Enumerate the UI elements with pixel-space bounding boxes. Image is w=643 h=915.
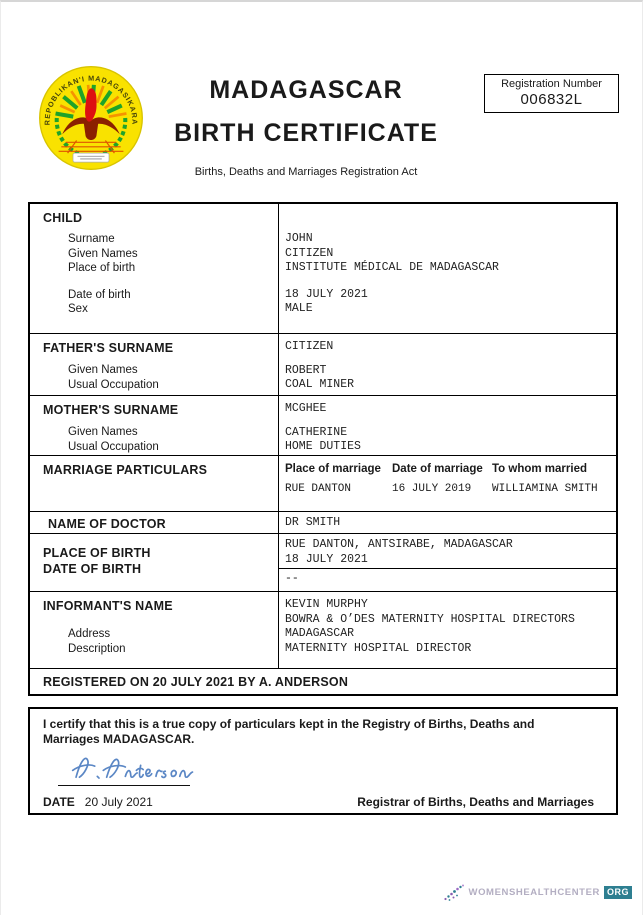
mother-occupation-value: HOME DUTIES <box>285 440 361 453</box>
to-whom-married-label: To whom married <box>492 463 587 475</box>
doctor-value: DR SMITH <box>285 516 341 529</box>
doctor-header: NAME OF DOCTOR <box>48 517 166 531</box>
date-row <box>43 793 153 811</box>
birth-place-value: RUE DANTON, ANTSIRABE, MADAGASCAR <box>285 538 513 551</box>
marriage-header: MARRIAGE PARTICULARS <box>43 463 208 477</box>
signature-underline <box>58 785 190 786</box>
date-label: DATE <box>43 795 75 809</box>
registrar-signature-icon <box>58 750 208 784</box>
child-given-names-label: Given Names <box>68 247 138 260</box>
brand-suffix-badge: ORG <box>604 886 632 899</box>
place-of-birth-label: PLACE OF BIRTH <box>43 546 151 560</box>
document-title: BIRTH CERTIFICATE <box>174 119 438 147</box>
brand-swoosh-icon <box>443 882 467 902</box>
birth-place-date-section <box>30 534 616 592</box>
brand-name: WOMENSHEALTHCENTER <box>468 886 600 898</box>
child-header: CHILD <box>43 211 83 225</box>
father-given-names-value: ROBERT <box>285 363 327 377</box>
birth-extra-value: -- <box>285 572 299 585</box>
child-place-of-birth-label: Place of birth <box>68 262 136 274</box>
child-date-of-birth-value: 18 JULY 2021 <box>285 287 368 301</box>
registrar-title: Registrar of Births, Deaths and Marriages <box>357 795 594 809</box>
informant-description-value: MATERNITY HOSPITAL DIRECTOR <box>285 641 472 655</box>
place-of-marriage-label: Place of marriage <box>285 463 381 475</box>
informant-address-value: MADAGASCAR <box>285 627 355 640</box>
registered-statement: REGISTERED ON 20 JULY 2021 BY A. ANDERSON <box>43 675 349 689</box>
father-surname-value: CITIZEN <box>285 340 334 353</box>
registration-number-box <box>484 74 619 113</box>
informant-description-label: Description <box>68 642 126 655</box>
child-sex-value: MALE <box>285 302 313 315</box>
to-whom-married-value: WILLIAMINA SMITH <box>492 483 598 495</box>
marriage-section <box>30 456 616 512</box>
date-of-marriage-label: Date of marriage <box>392 463 483 475</box>
registration-number-label: Registration Number <box>501 78 602 90</box>
certification-box <box>28 707 618 815</box>
child-sex-label: Sex <box>68 303 88 315</box>
informant-header: INFORMANT'S NAME <box>43 599 173 613</box>
informant-section <box>30 592 616 669</box>
mother-occupation-label: Usual Occupation <box>68 440 159 453</box>
footer-brand <box>443 882 633 902</box>
doctor-section <box>30 512 616 534</box>
mother-header: MOTHER'S SURNAME <box>43 403 179 417</box>
informant-name-value: KEVIN MURPHY <box>285 598 368 611</box>
mother-section <box>30 396 616 456</box>
father-occupation-label: Usual Occupation <box>68 378 159 391</box>
mother-surname-value: MCGHEE <box>285 402 327 415</box>
father-section <box>30 334 616 396</box>
mother-given-names-label: Given Names <box>68 426 138 438</box>
emblem-arc-text: REPOBLIKAN'I MADAGASIKARA <box>42 73 140 126</box>
act-subtitle: Births, Deaths and Marriages Registration Act <box>194 166 418 178</box>
child-given-names-value: CITIZEN <box>285 246 334 260</box>
father-occupation-value: COAL MINER <box>285 378 355 391</box>
country-title: MADAGASCAR <box>209 76 403 104</box>
date-of-marriage-value: 16 JULY 2019 <box>392 483 472 495</box>
registration-number-value: 006832L <box>520 91 583 108</box>
child-place-of-birth-value: INSTITUTE MÉDICAL DE MADAGASCAR <box>285 261 499 274</box>
birth-date-value: 18 JULY 2021 <box>285 552 368 566</box>
date-value: 20 July 2021 <box>84 795 153 809</box>
informant-name2-value: BOWRA & O’DES MATERNITY HOSPITAL DIRECTORS <box>285 612 575 626</box>
child-surname-value: JOHN <box>285 232 313 245</box>
father-header: FATHER'S SURNAME <box>43 341 174 355</box>
certificate-table <box>28 202 618 696</box>
mother-given-names-value: CATHERINE <box>285 425 348 439</box>
informant-address-label: Address <box>68 628 111 640</box>
father-given-names-label: Given Names <box>68 364 138 376</box>
certification-statement: I certify that this is a true copy of particulars kept in the Registry of Births, Deaths and Marriages MADAGASCAR. <box>43 717 535 746</box>
child-surname-label: Surname <box>68 233 115 245</box>
registered-row <box>30 669 616 694</box>
child-date-of-birth-label: Date of birth <box>68 288 131 301</box>
place-of-marriage-value: RUE DANTON <box>285 483 352 495</box>
child-section <box>30 204 616 334</box>
date-of-birth-label: DATE OF BIRTH <box>43 562 142 576</box>
title-block <box>111 76 501 178</box>
